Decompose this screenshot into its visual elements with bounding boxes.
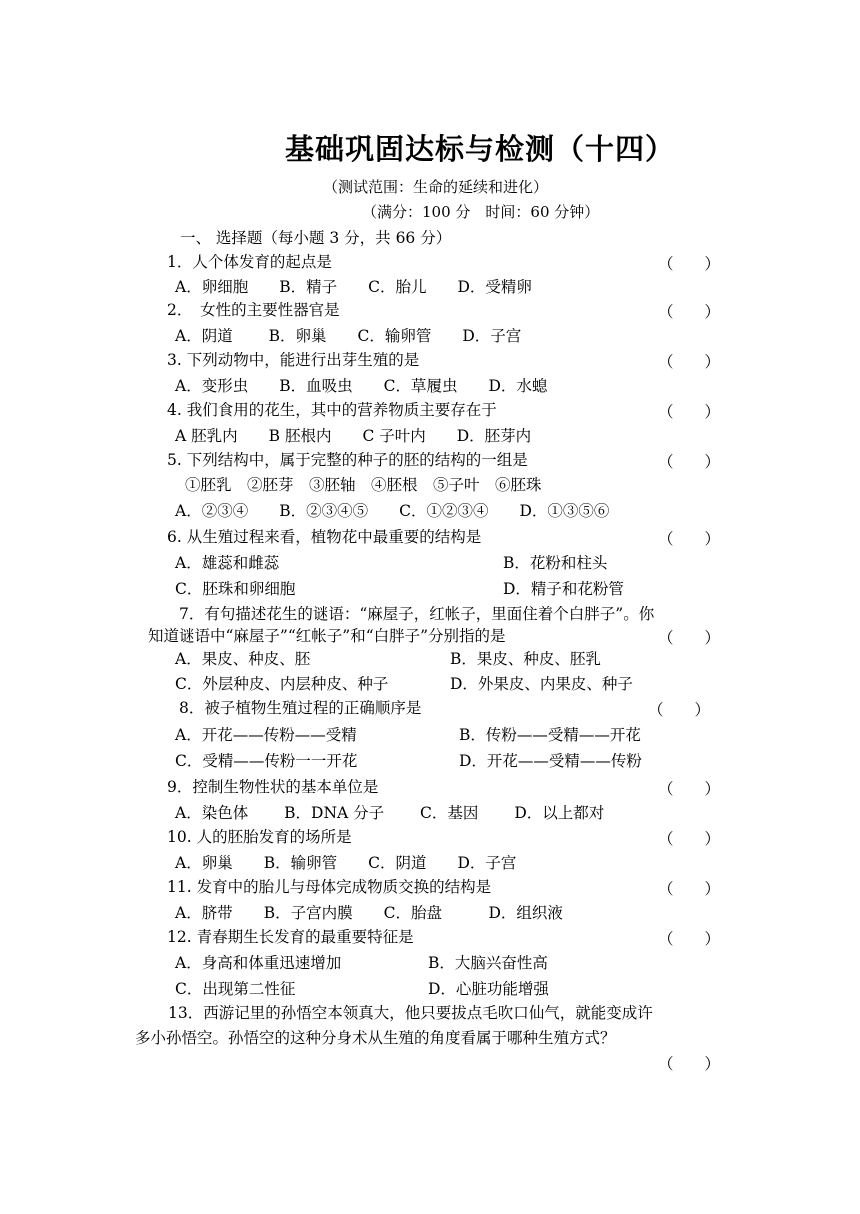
question-1-stem: 1．人个体发育的起点是 <box>167 253 332 271</box>
question-5-options: A．②③④ B．②③④⑤ C．①②③④ D．①③⑤⑥ <box>175 502 610 520</box>
answer-blank-10[interactable]: （ ） <box>658 830 721 848</box>
answer-blank-3[interactable]: （ ） <box>658 353 721 371</box>
question-6-stem: 6. 从生殖过程来看，植物花中最重要的结构是 <box>167 528 482 546</box>
question-13-stem-line1: 13．西游记里的孙悟空本领真大，他只要拔点毛吹口仙气，就能变成许 <box>168 1004 653 1022</box>
answer-blank-4[interactable]: （ ） <box>658 403 721 421</box>
question-12-option-a: A．身高和体重迅速增加 <box>175 954 342 972</box>
answer-blank-1[interactable]: （ ） <box>658 255 721 273</box>
score-time: （满分：100 分 时间：60 分钟） <box>362 203 600 221</box>
question-8-option-a: A．开花——传粉——受精 <box>175 726 357 744</box>
question-12-option-d: D．心脏功能增强 <box>428 980 549 998</box>
question-2-options: A．阴道 B．卵巢 C．输卵管 D．子宫 <box>175 327 522 345</box>
question-5-stem: 5. 下列结构中，属于完整的种子的胚的结构的一组是 <box>167 451 528 469</box>
question-6-option-a: A．雄蕊和雌蕊 <box>175 554 280 572</box>
answer-blank-12[interactable]: （ ） <box>658 930 721 948</box>
answer-blank-2[interactable]: （ ） <box>658 303 721 321</box>
answer-blank-11[interactable]: （ ） <box>658 880 721 898</box>
question-6-option-d: D．精子和花粉管 <box>503 580 624 598</box>
question-13-stem-line2: 多小孙悟空。孙悟空的这种分身术从生殖的角度看属于哪种生殖方式？ <box>135 1029 616 1047</box>
test-scope: （测试范围：生命的延续和进化） <box>323 178 549 196</box>
question-8-stem: 8．被子植物生殖过程的正确顺序是 <box>179 699 422 717</box>
question-9-stem: 9．控制生物性状的基本单位是 <box>167 778 379 796</box>
answer-blank-6[interactable]: （ ） <box>658 530 721 548</box>
answer-blank-7[interactable]: （ ） <box>658 629 721 647</box>
question-10-options: A．卵巢 B．输卵管 C．阴道 D．子宫 <box>175 854 517 872</box>
question-5-items: ①胚乳 ②胚芽 ③胚轴 ④胚根 ⑤子叶 ⑥胚珠 <box>185 476 542 494</box>
section-heading: 一、 选择题（每小题 3 分，共 66 分） <box>180 229 452 247</box>
question-3-stem: 3. 下列动物中，能进行出芽生殖的是 <box>167 351 420 369</box>
question-4-stem: 4. 我们食用的花生，其中的营养物质主要存在于 <box>167 401 497 419</box>
question-11-options: A．脐带 B．子宫内膜 C．胎盘 D．组织液 <box>175 904 563 922</box>
question-7-option-a: A．果皮、种皮、胚 <box>175 650 311 668</box>
answer-blank-8[interactable]: （ ） <box>648 701 711 719</box>
question-6-option-c: C．胚珠和卵细胞 <box>175 580 296 598</box>
answer-blank-13[interactable]: （ ） <box>658 1055 721 1073</box>
question-6-option-b: B．花粉和柱头 <box>503 554 608 572</box>
question-8-option-b: B．传粉——受精——开花 <box>459 726 641 744</box>
question-7-option-b: B．果皮、种皮、胚乳 <box>450 650 601 668</box>
question-7-stem-line1: 7．有句描述花生的谜语：“麻屋子，红帐子，里面住着个白胖子”。你 <box>179 605 655 623</box>
question-3-options: A．变形虫 B．血吸虫 C．草履虫 D．水螅 <box>175 377 548 395</box>
question-9-options: A．染色体 B．DNA 分子 C．基因 D．以上都对 <box>175 804 605 822</box>
question-1-options: A．卵细胞 B．精子 C．胎儿 D．受精卵 <box>175 278 532 296</box>
question-8-option-c: C．受精——传粉一一开花 <box>175 752 358 770</box>
question-7-option-d: D．外果皮、内果皮、种子 <box>450 675 633 693</box>
question-10-stem: 10. 人的胚胎发育的场所是 <box>167 828 352 846</box>
question-7-option-c: C．外层种皮、内层种皮、种子 <box>175 675 389 693</box>
question-11-stem: 11. 发育中的胎儿与母体完成物质交换的结构是 <box>167 878 492 896</box>
page-title: 基础巩固达标与检测（十四） <box>285 132 676 166</box>
question-7-stem-line2: 知道谜语中“麻屋子”“红帐子”和“白胖子”分别指的是 <box>148 627 506 645</box>
question-12-option-c: C．出现第二性征 <box>175 980 296 998</box>
question-12-option-b: B．大脑兴奋性高 <box>428 954 548 972</box>
question-8-option-d: D．开花——受精——传粉 <box>459 752 642 770</box>
question-12-stem: 12. 青春期生长发育的最重要特征是 <box>167 928 414 946</box>
question-2-stem: 2． 女性的主要性器官是 <box>167 301 340 319</box>
answer-blank-9[interactable]: （ ） <box>658 780 721 798</box>
question-4-options: A 胚乳内 B 胚根内 C 子叶内 D．胚芽内 <box>175 427 532 445</box>
answer-blank-5[interactable]: （ ） <box>658 453 721 471</box>
